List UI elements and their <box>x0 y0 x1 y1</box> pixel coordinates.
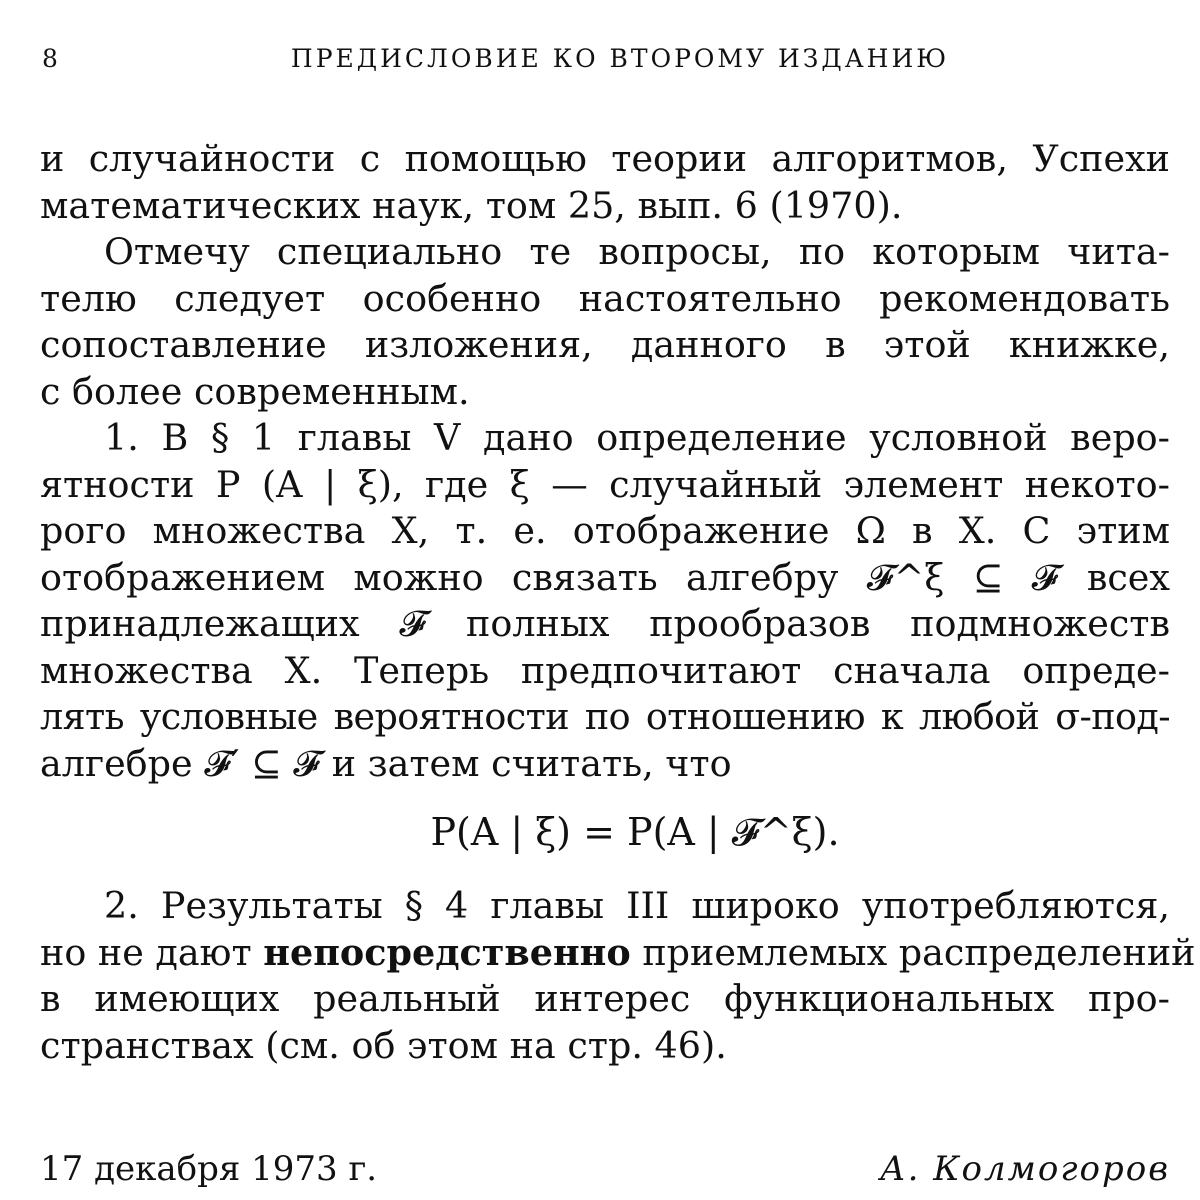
text-line: с более современным. <box>40 369 470 413</box>
text-line <box>40 930 1196 977</box>
text-line: алгебре 𝓕′ ⊆ 𝓕 и затем считать, что <box>40 741 732 785</box>
text-line: множества X. Теперь предпочитают сначала опреде- <box>40 648 1170 692</box>
signature-date: 17 декабря 1973 г. <box>40 1149 378 1189</box>
signature-block <box>40 1149 1170 1199</box>
text-line: Отмечу специально те вопросы, по которым чита- <box>104 230 1170 273</box>
text-line: в имеющих реальный интерес функциональных про- <box>40 977 1170 1020</box>
text-line: рого множества X, т. е. отображение Ω в X. С этим <box>40 509 1170 552</box>
text-line: принадлежащих 𝓕 полных прообразов подмножеств <box>40 602 1170 645</box>
display-formula: P(A | ξ) = P(A | 𝓕^ξ). <box>430 810 840 854</box>
running-title: ПРЕДИСЛОВИЕ КО ВТОРОМУ ИЗДАНИЮ <box>290 44 950 73</box>
text-line: математических наук, том 25, вып. 6 (1970). <box>40 183 903 227</box>
text-line: 2. Результаты § 4 главы III широко употребляются, <box>104 884 1170 927</box>
page-number: 8 <box>42 44 58 73</box>
text-run: но не дают <box>40 930 264 974</box>
signature-author: А. Колмогоров <box>879 1149 1170 1189</box>
text-line: странствах (см. об этом на стр. 46). <box>40 1023 727 1067</box>
text-line: отображением можно связать алгебру 𝓕^ξ ⊆ 𝓕 всех <box>40 555 1170 599</box>
text-run: приемлемых распределений <box>630 930 1196 974</box>
text-line: ятности P (A | ξ), где ξ — случайный элемент некото- <box>40 462 1170 506</box>
text-line: 1. В § 1 главы V дано определение условной веро- <box>104 416 1170 459</box>
page <box>40 38 1196 1199</box>
text-line: и случайности с помощью теории алгоритмов, Успехи <box>40 137 1170 180</box>
text-line: лять условные вероятности по отношению к любой σ-под- <box>40 695 1170 738</box>
body-text <box>40 136 1196 1069</box>
spacer <box>40 857 1170 883</box>
text-line: сопоставление изложения, данного в этой книжке, <box>40 323 1170 366</box>
running-header <box>40 38 1170 88</box>
text-line: телю следует особенно настоятельно рекомендовать <box>40 276 1170 320</box>
emphasis: непосредственно <box>263 930 631 974</box>
